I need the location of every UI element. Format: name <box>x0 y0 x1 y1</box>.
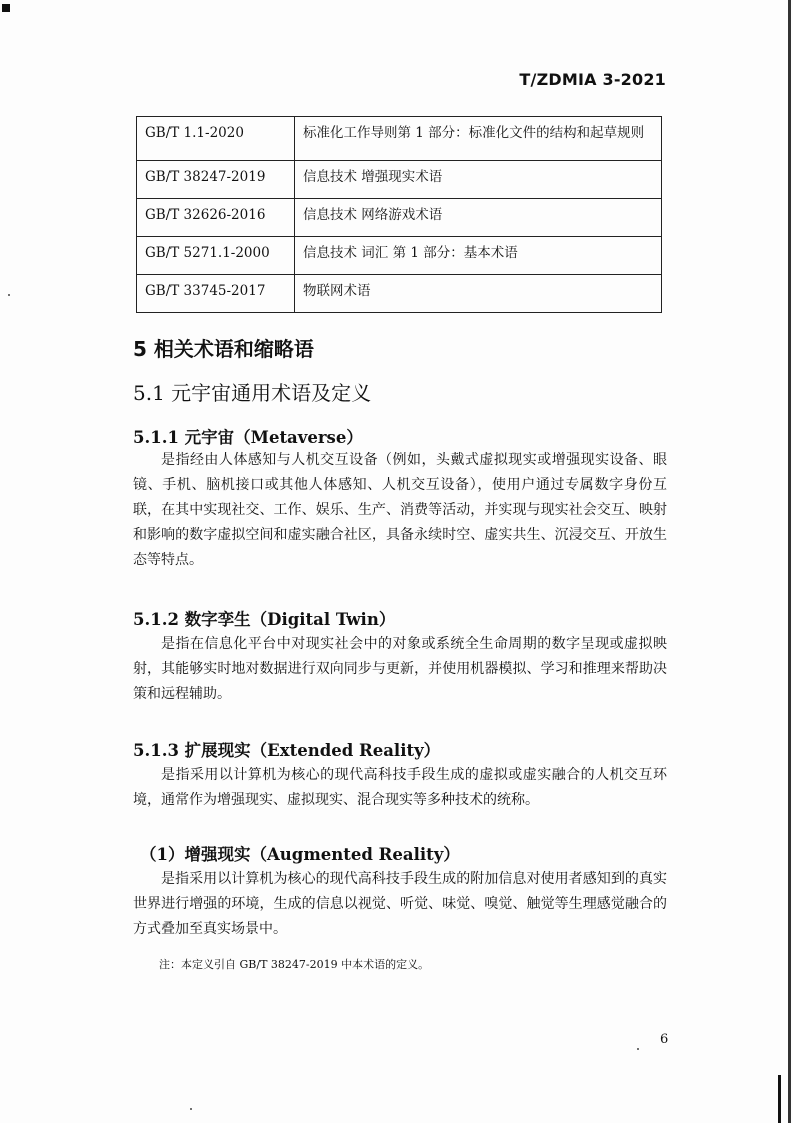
reference-code: GB/T 32626-2016 <box>137 199 295 237</box>
term-definition-augmented-reality: 是指采用以计算机为核心的现代高科技手段生成的附加信息对使用者感知到的真实世界进行增强的环境，生成的信息以视觉、听觉、味觉、嗅觉、触觉等生理感觉融合的方式叠加至真实场景中。 <box>133 871 667 937</box>
reference-title: 信息技术 网络游戏术语 <box>295 199 662 237</box>
term-heading-digital-twin: 5.1.2 数字孪生（Digital Twin） <box>133 610 396 629</box>
table-row <box>137 275 662 313</box>
reference-code: GB/T 33745-2017 <box>137 275 295 313</box>
scan-speck <box>190 1108 192 1110</box>
term-definition-metaverse: 是指经由人体感知与人机交互设备（例如，头戴式虚拟现实或增强现实设备、眼镜、手机、脑机接口或其他人体感知、人机交互设备），使用户通过专属数字身份互联，在其中实现社交、工作、娱乐、生产、消费等活动，并实现与现实社会交互、映射和影响的数字虚拟空间和虚实融合社区，具备永续时空、虚实共生、沉浸交互、开放生态等特点。 <box>133 452 667 568</box>
scan-corner-mark <box>2 4 10 12</box>
term-heading-augmented-reality: （1）增强现实（Augmented Reality） <box>140 845 460 864</box>
term-definition-extended-reality: 是指采用以计算机为核心的现代高科技手段生成的虚拟或虚实融合的人机交互环境，通常作为增强现实、虚拟现实、混合现实等多种技术的统称。 <box>133 767 667 808</box>
scan-edge-mark <box>778 1075 781 1123</box>
normative-references-table <box>136 116 662 313</box>
term-heading-metaverse: 5.1.1 元宇宙（Metaverse） <box>133 428 363 447</box>
reference-title: 物联网术语 <box>295 275 662 313</box>
reference-title: 信息技术 词汇 第 1 部分：基本术语 <box>295 237 662 275</box>
reference-title: 信息技术 增强现实术语 <box>295 161 662 199</box>
table-row <box>137 117 662 161</box>
scan-speck <box>637 1048 639 1050</box>
term-definition-digital-twin: 是指在信息化平台中对现实社会中的对象或系统全生命周期的数字呈现或虚拟映射，其能够实时地对数据进行双向同步与更新，并使用机器模拟、学习和推理来帮助决策和远程辅助。 <box>133 636 667 702</box>
reference-title: 标准化工作导则第 1 部分：标准化文件的结构和起草规则 <box>295 117 662 161</box>
standard-code: T/ZDMIA 3-2021 <box>519 70 666 89</box>
definition-note: 注：本定义引自 GB/T 38247-2019 中本术语的定义。 <box>159 958 430 971</box>
subsection-heading: 5.1 元宇宙通用术语及定义 <box>133 381 372 405</box>
page-number: 6 <box>660 1032 669 1047</box>
table-row <box>137 237 662 275</box>
scan-edge-line <box>788 0 791 1123</box>
reference-code: GB/T 5271.1-2000 <box>137 237 295 275</box>
scan-speck <box>8 294 10 296</box>
term-heading-extended-reality: 5.1.3 扩展现实（Extended Reality） <box>133 741 441 760</box>
section-heading: 5 相关术语和缩略语 <box>133 337 314 361</box>
table-row <box>137 199 662 237</box>
reference-code: GB/T 38247-2019 <box>137 161 295 199</box>
reference-code: GB/T 1.1-2020 <box>137 117 295 161</box>
table-row <box>137 161 662 199</box>
